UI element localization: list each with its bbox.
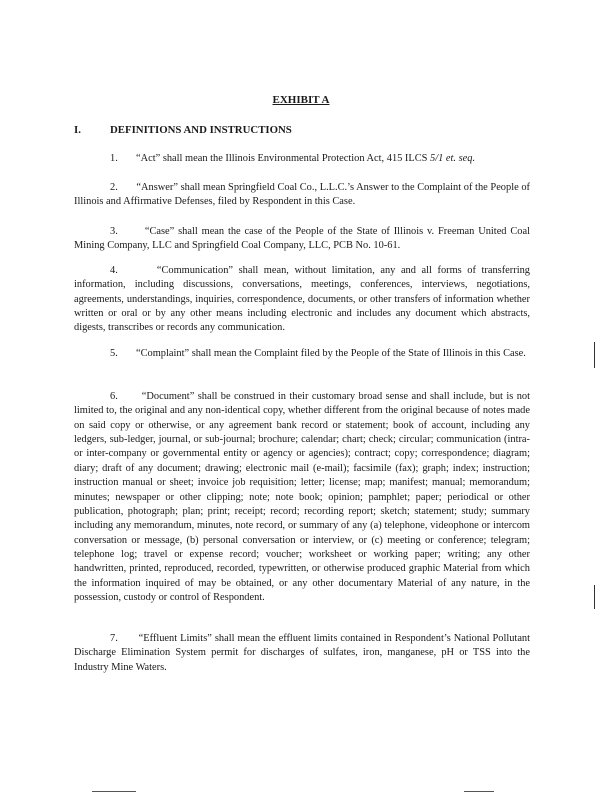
- exhibit-title: EXHIBIT A: [272, 94, 330, 106]
- definition-number: 5.: [110, 348, 118, 359]
- definition-term: “Complaint”: [135, 348, 190, 359]
- definition-1: [74, 152, 530, 166]
- definition-term: “Act”: [135, 153, 161, 164]
- definition-4: [74, 264, 530, 336]
- definition-3: [74, 225, 530, 254]
- definition-term: “Communication”: [156, 265, 234, 276]
- definition-7: [74, 632, 530, 675]
- definition-text: shall mean Springfield Coal Co., L.L.C.’s Answer to the Complaint of the People of Illinois and Affirmative Defenses, filed by Respondent in this Case.: [74, 182, 531, 208]
- scan-edge-mark: [594, 342, 595, 368]
- scan-edge-mark: [594, 585, 595, 609]
- definition-text: shall mean the Complaint filed by the People of the State of Illinois in this Case.: [189, 348, 526, 359]
- definition-term: “Effluent Limits”: [138, 633, 212, 644]
- scan-bottom-mark: [92, 791, 136, 792]
- section-heading: [74, 123, 292, 138]
- definition-2: [74, 181, 530, 210]
- definition-text: shall mean the Illinois Environmental Protection Act, 415 ILCS: [160, 153, 431, 164]
- definition-term: “Answer”: [136, 182, 178, 193]
- definition-number: 3.: [110, 226, 118, 237]
- definition-term: “Case”: [144, 226, 175, 237]
- definition-5: [74, 347, 530, 361]
- definition-number: 7.: [110, 633, 118, 644]
- definition-number: 6.: [110, 391, 118, 402]
- definition-text: shall mean the case of the People of the State of Illinois v. Freeman United Coal Mining Company, LLC and Springfield Coal Company, LLC, PCB No. 10-61.: [74, 226, 530, 252]
- definition-number: 1.: [110, 153, 118, 164]
- section-number: I.: [74, 124, 81, 136]
- definition-italic: 5/1 et. seq.: [430, 153, 476, 164]
- definition-term: “Document”: [141, 391, 195, 402]
- scan-bottom-mark: [464, 791, 494, 792]
- definition-number: 2.: [110, 182, 118, 193]
- definition-text: shall mean, without limitation, any and all forms of transferring information, including discussions, conversations, meetings, conferences, interviews, negotiations, agreements, understandings, inquiries, correspondence, documents, or other transfers of information whether written or oral or by any other means including electronic and includes any document which abstracts, digests, transcribes or records any communication.: [74, 265, 530, 334]
- definition-text: shall mean the effluent limits contained in Respondent’s National Pollutant Discharge Elimination System permit for discharges of sulfates, iron, manganese, pH or TSS into the Industry Mine Waters.: [74, 633, 531, 673]
- definition-text: shall be construed in their customary broad sense and shall include, but is not limited to, the original and any non-identical copy, whether different from the original because of notes made on said copy or otherwise, or any agreement bank record or statement; book of account, including any ledgers, sub-ledger, journal, or sub-journal; brochure; calendar; chart; check; circular; communication (intra- or inter-company or governmental entity or agency or agencies); contract; copy; correspondence; diagram; diary; draft of any document; drawing; electronic mail (e-mail); facsimile (fax); graph; index; instruction; instruction manual or sheet; invoice job requisition; letter; license; map; manifest; manual; memorandum; minutes; newspaper or other clipping; note; note book; opinion; pamphlet; paper; periodical or other publication, photograph; plan; print; receipt; record; recording report; sketch; statement; study; summary including any memorandum, minutes, note record, or summary of any (a) telephone, videophone or intercom conversation or message, (b) personal conversation or interview, or (c) meeting or conference; telegram; telephone log; travel or expense record; voucher; worksheet or working paper; writing; any other handwritten, printed, reproduced, recorded, typewritten, or otherwise produced graphic Material from which the information inquired of may be obtained, or any other documentary Material of any nature, in the possession, custody or control of Respondent.: [74, 391, 530, 604]
- definition-6: [74, 390, 530, 605]
- definition-number: 4.: [110, 265, 118, 276]
- section-title: DEFINITIONS AND INSTRUCTIONS: [110, 124, 292, 136]
